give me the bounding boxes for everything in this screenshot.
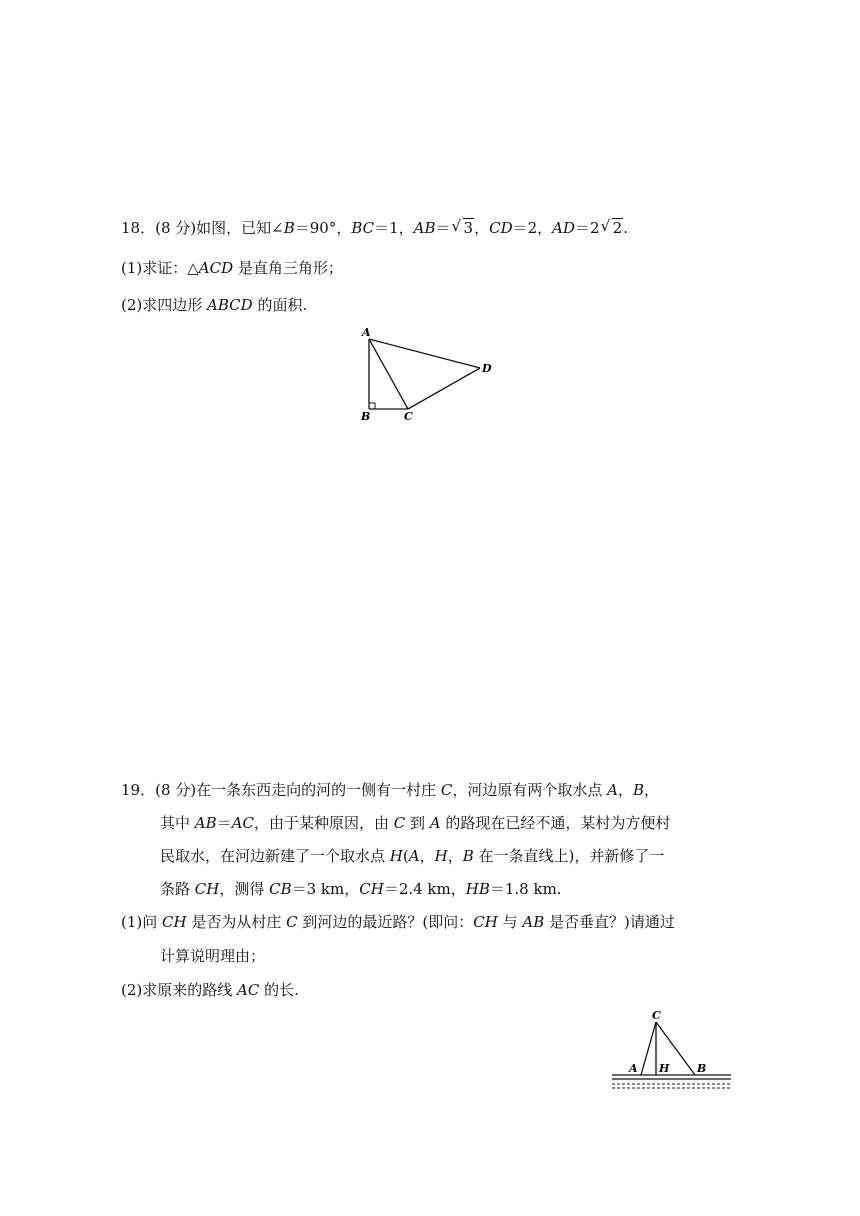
q19-text: ( bbox=[402, 847, 409, 865]
label-c: C bbox=[652, 1009, 661, 1022]
q18-text: 如图，已知∠ bbox=[196, 219, 284, 237]
label-b: B bbox=[697, 1062, 707, 1075]
q18-text: . bbox=[623, 219, 628, 237]
q19-var: A bbox=[607, 781, 618, 799]
label-c: C bbox=[404, 410, 413, 423]
q19-var: HB bbox=[465, 880, 490, 898]
q18-var-bc: BC bbox=[351, 219, 375, 237]
q18-var-cd: CD bbox=[489, 219, 513, 237]
q19-text: ＝3 km， bbox=[291, 880, 360, 898]
q19-var: H bbox=[434, 847, 448, 865]
q18-var-ab: AB bbox=[413, 219, 436, 237]
q18-part1-text: (1)求证：△ bbox=[121, 259, 199, 277]
q18-part2-var: ABCD bbox=[207, 296, 253, 314]
q19-text: ＝2.4 km， bbox=[383, 880, 466, 898]
q19-number: 19． bbox=[121, 781, 156, 799]
q18-points: (8 分) bbox=[155, 219, 197, 237]
label-a: A bbox=[362, 326, 371, 339]
q19-var: C bbox=[286, 913, 298, 931]
label-d: D bbox=[482, 362, 492, 375]
label-b: B bbox=[361, 410, 371, 423]
q19-text: 的长. bbox=[259, 981, 299, 999]
q19-var: AC bbox=[231, 814, 254, 832]
q19-var: CH bbox=[359, 880, 384, 898]
q19-var: C bbox=[393, 814, 406, 832]
q19-text: ＝ bbox=[216, 814, 232, 832]
segment-ca bbox=[641, 1022, 656, 1075]
q18-radicand: 3 bbox=[463, 219, 474, 237]
q19-var: AC bbox=[237, 981, 260, 999]
q18-var-ad: AD bbox=[552, 219, 576, 237]
q19-var: B bbox=[462, 847, 474, 865]
q19-text: 民取水，在河边新建了一个取水点 bbox=[160, 847, 390, 865]
q18-var-b: B bbox=[283, 219, 295, 237]
q19-text: 与 bbox=[497, 913, 523, 931]
q19-text: 在一条直线上)，并新修了一 bbox=[473, 847, 665, 865]
q18-part2-text: (2)求四边形 bbox=[121, 296, 208, 314]
q19-text: (2)求原来的路线 bbox=[121, 981, 238, 999]
q18-part1-var: ACD bbox=[198, 259, 234, 277]
q19-text: ，测得 bbox=[219, 880, 270, 898]
q19-var: B bbox=[633, 781, 645, 799]
q19-var: C bbox=[440, 781, 453, 799]
q18-text: ＝90°， bbox=[294, 219, 352, 237]
q18-part1-text: 是直角三角形； bbox=[233, 259, 343, 277]
q19-var: CB bbox=[269, 880, 292, 898]
label-a: A bbox=[629, 1062, 638, 1075]
q19-var: CH bbox=[473, 913, 498, 931]
q19-var: A bbox=[408, 847, 420, 865]
q19-text: ， bbox=[447, 847, 463, 865]
q19-var: AB bbox=[522, 913, 545, 931]
river-water bbox=[612, 1084, 731, 1088]
q19-text: ， bbox=[644, 781, 660, 799]
q19-text: 到 bbox=[405, 814, 430, 832]
q19-var: CH bbox=[194, 880, 220, 898]
q19-text: ，河边原有两个取水点 bbox=[452, 781, 608, 799]
label-h: H bbox=[659, 1062, 670, 1075]
q18-text: ＝ bbox=[435, 219, 451, 237]
q19-var: CH bbox=[162, 913, 187, 931]
q19-text: 是否垂直？)请通过 bbox=[544, 913, 675, 931]
q19-text: ，由于某种原因，由 bbox=[253, 814, 394, 832]
q19-text: ， bbox=[618, 781, 634, 799]
q19-text: 其中 bbox=[160, 814, 195, 832]
q19-var: A bbox=[429, 814, 441, 832]
q19-var: AB bbox=[194, 814, 217, 832]
q19-text: 到河边的最近路？(即问： bbox=[297, 913, 474, 931]
q18-text: ＝2 bbox=[575, 219, 600, 237]
q19-text: (8 分)在一条东西走向的河的一侧有一村庄 bbox=[155, 781, 441, 799]
q19-text: (1)问 bbox=[121, 913, 163, 931]
q18-radicand: 2 bbox=[612, 219, 623, 237]
q18-text: ， bbox=[474, 219, 490, 237]
q19-text: 条路 bbox=[160, 880, 195, 898]
q18-text: ＝1， bbox=[374, 219, 414, 237]
q18-part2-text: 的面积. bbox=[252, 296, 308, 314]
q19-text: 计算说明理由； bbox=[160, 947, 266, 965]
q19-text: 是否为从村庄 bbox=[186, 913, 287, 931]
q19-text: ， bbox=[419, 847, 435, 865]
q18-number: 18． bbox=[121, 219, 156, 237]
q19-text: ＝1.8 km. bbox=[489, 880, 562, 898]
q19-text: 的路现在已经不通，某村为方便村 bbox=[440, 814, 671, 832]
q18-text: ＝2， bbox=[512, 219, 553, 237]
q19-var: H bbox=[389, 847, 403, 865]
